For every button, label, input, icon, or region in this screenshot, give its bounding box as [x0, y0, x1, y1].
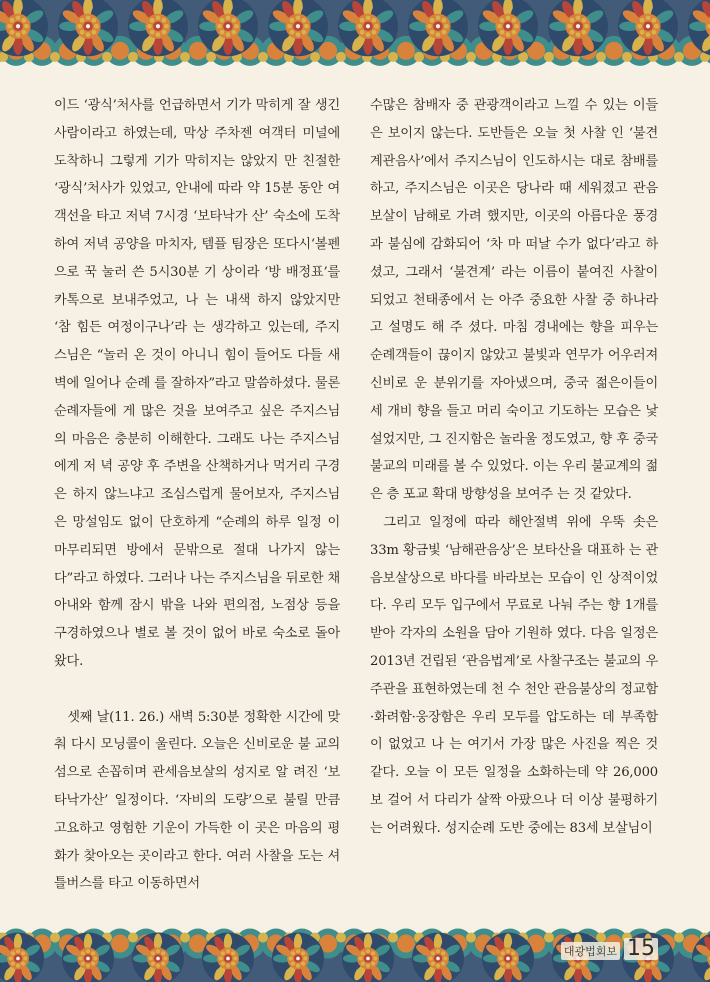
right-text-column — [370, 92, 658, 843]
paragraph: 수많은 참배자 중 관광객이라고 느낄 수 있는 이들은 보이지 않는다. 도반들은 오늘 첫 사찰 인 ‘불견계관음사’에서 주지스님이 인도하시는 대로 참배를 하고, 주지스님은 이곳은 당나라 때 세워졌고 관음보살이 남해로 가려 했지만, 이곳의 아름다운 풍경과 불심에 감화되어 ‘차 마 떠날 수가 없다’라고 하셨고, 그래서 ‘불견계’ 라는 이름이 붙여진 사찰이 되었고 천태종에서 는 아주 중요한 사찰 중 하나라고 설명도 해 주 셨다. 마침 경내에는 향을 피우는 순례객들이 끊이지 않았고 불빛과 연무가 어우러져 신비로 운 분위기를 자아냈으며, 중국 젊은이들이 세 개비 향을 들고 머리 숙이고 기도하는 모습은 낯설었지만, 그 진지함은 놀라울 정도였고, 향 후 중국불교의 미래를 볼 수 있었다. 이는 우리 불교계의 젊은 층 포교 확대 방향성을 보여주 는 것 같았다. — [370, 98, 658, 503]
paragraph: 셋째 날(11. 26.) 새벽 5:30분 정확한 시간에 맞춰 다시 모닝콜이 울린다. 오늘은 신비로운 불 교의 섬으로 손꼽히며 관세음보살의 성지로 알 려진 ‘보타낙가산’ 일정이다. ‘자비의 도량’으로 불릴 만큼 고요하고 영험한 기운이 가득한 이 곳은 마음의 평화가 찾아오는 곳이라고 한다. 여러 사찰을 도는 셔틀버스를 타고 이동하면서 — [54, 709, 340, 892]
mandala-ornament — [272, 932, 324, 982]
mandala-ornament — [412, 932, 464, 982]
page-folio — [561, 938, 658, 960]
mandala-ornament — [342, 932, 394, 982]
magazine-name: 대광법회보 — [561, 942, 620, 960]
mandala-pattern-top — [0, 0, 710, 82]
mandala-ornament — [62, 932, 114, 982]
top-decorative-border — [0, 0, 710, 82]
mandala-ornament — [132, 932, 184, 982]
paragraph: 그리고 일정에 따라 해안절벽 위에 우뚝 솟은 33m 황금빛 ‘남해관음상’은 보타산을 대표하 는 관음보살상으로 바다를 바라보는 모습이 인 상적이었다. 우리 모두 입구에서 무료로 나눠 주는 향 1개를 받아 각자의 소원을 담아 기원하 였다. 다음 일정은 2013년 건립된 ‘관음법계’로 사찰구조는 불교의 우주관을 표현하였는데 천 수 천안 관음불상의 정교함·화려함·웅장함은 우리 모두를 압도하는 데 부족함이 없었고 나 는 여기서 가장 많은 사진을 찍은 것 같다. 오늘 이 모든 일정을 소화하는데 약 26,000보 걸어 서 다리가 살짝 아팠으나 더 이상 불평하기는 어려웠다. 성지순례 도반 중에는 83세 보살님이 — [370, 514, 658, 836]
mandala-ornament — [202, 932, 254, 982]
left-text-column — [54, 92, 340, 898]
mandala-ornament — [482, 932, 534, 982]
page-number: 15 — [624, 938, 658, 960]
paragraph: 이드 ‘광식’처사를 언급하면서 기가 막히게 잘 생긴 사람이라고 하였는데, 막상 주차젠 여객터 미널에 도착하니 그렇게 기가 막히지는 않았지 만 친절한 ‘광식’처사가 있었고, 안내에 따라 약 15분 동안 여객선을 타고 저녁 7시경 ‘보타낙가 산’ 숙소에 도착하여 저녁 공양을 마치자, 템플 팀장은 또다시‘볼펜으로 꾹 눌러 쓴 5시30분 기 상이라 ‘방 배정표’를 카톡으로 보내주었고, 나 는 내색 하지 않았지만 ‘참 힘든 여정이구나’라 는 생각하고 있는데, 주지스님은 “놀러 온 것이 아니니 힘이 들어도 다들 새벽에 일어나 순례 를 잘하자”라고 말씀하셨다. 물론 순례자들에 게 많은 것을 보여주고 싶은 주지스님의 마음은 충분히 이해한다. 그래도 나는 주지스님에게 저 녁 공양 후 주변을 산책하거나 먹거리 구경은 하지 않느냐고 조심스럽게 물어보자, 주지스님 은 망설임도 없이 단호하게 “순례의 하루 일정 이 마무리되면 방에서 문밖으로 절대 나가지 않는다”라고 하였다. 그러나 나는 주지스님을 뒤로한 채 아내와 함께 잠시 밖을 나와 편의점, 노점상 등을 구경하였으나 별로 볼 것이 없어 바로 숙소로 돌아왔다. — [54, 98, 340, 669]
